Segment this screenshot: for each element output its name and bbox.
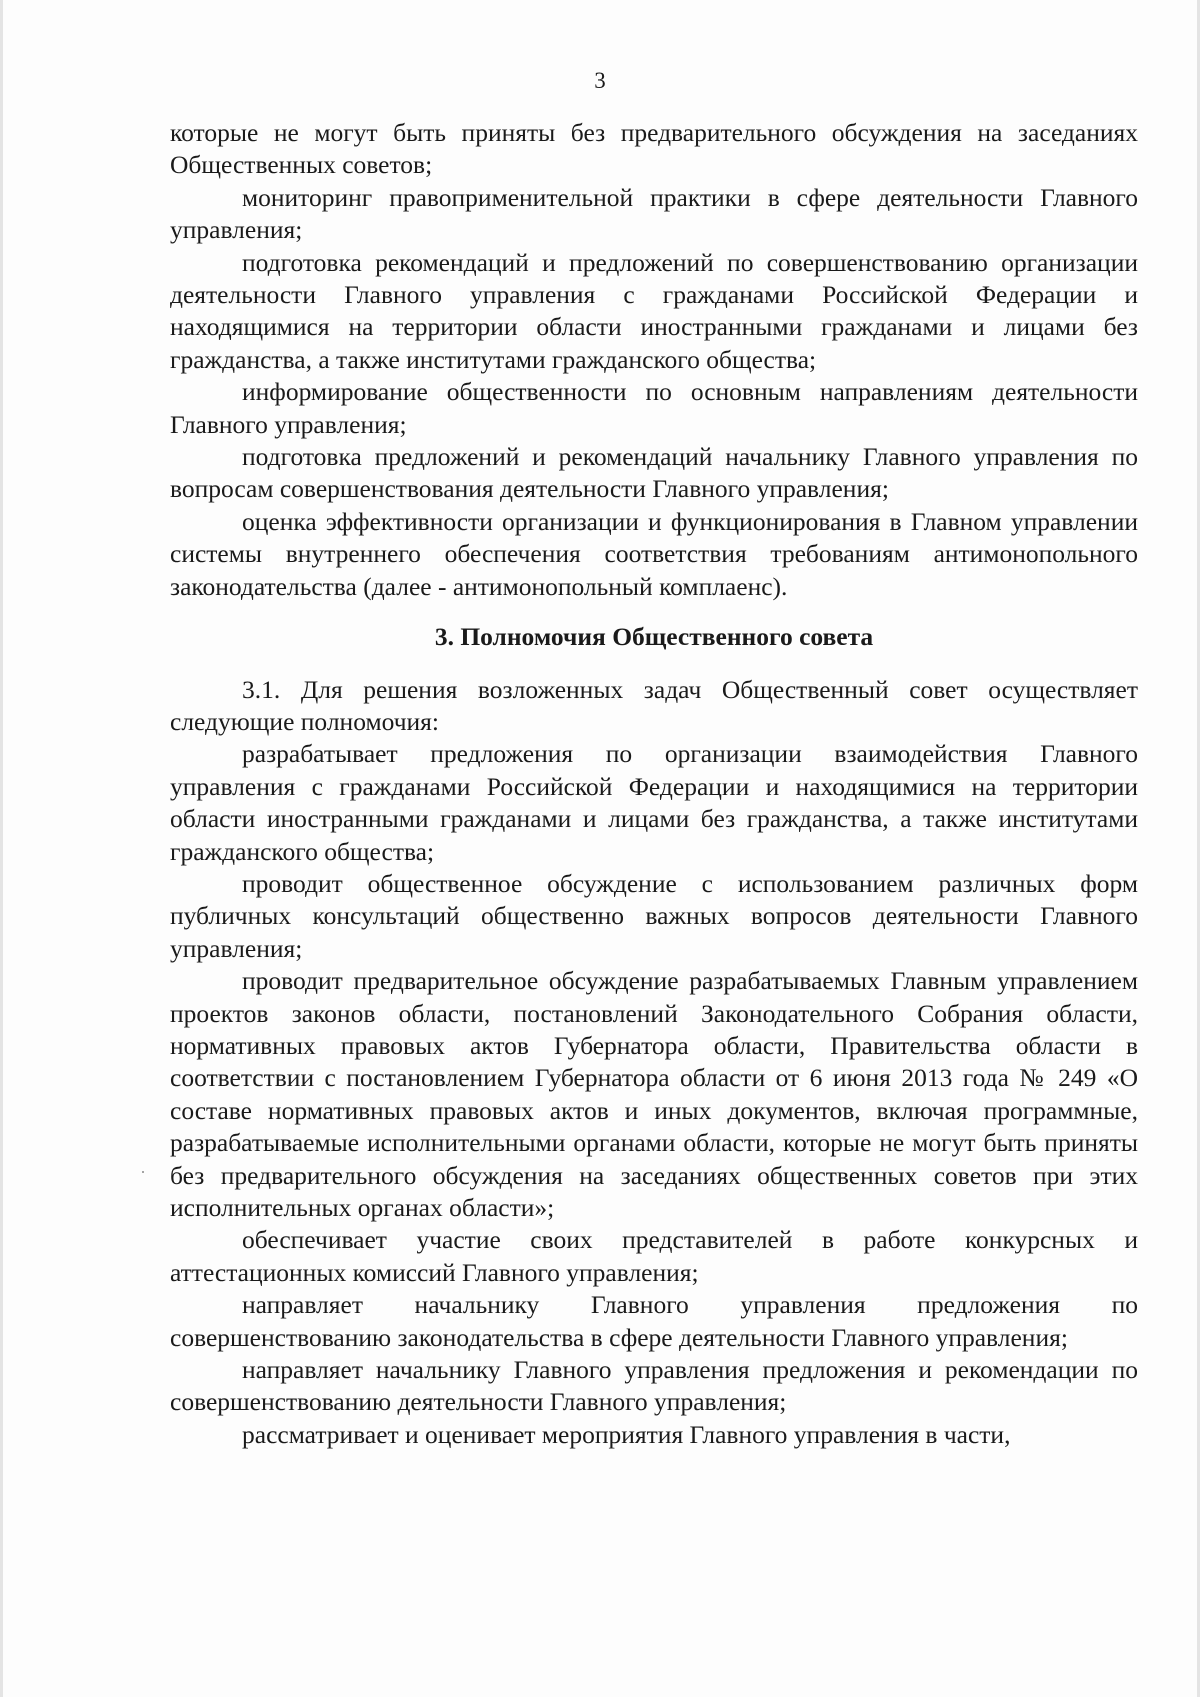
paragraph: направляет начальнику Главного управления предложения по совершенствованию законодательства в сфере деятельности Главного управления; (170, 1290, 1138, 1352)
scan-edge-left (0, 0, 3, 1697)
paragraph-group-before (170, 117, 1138, 603)
scan-speck (142, 1171, 144, 1173)
paragraph: мониторинг правоприменительной практики в сфере деятельности Главного управления; (170, 182, 1138, 245)
paragraph: проводит общественное обсуждение с использованием различных форм публичных консультаций общественно важных вопросов деятельности Главного управления; (170, 868, 1138, 963)
paragraph: направляет начальнику Главного управления предложения и рекомендации по совершенствованию деятельности Главного управления; (170, 1355, 1138, 1417)
section-heading: 3. Полномочия Общественного совета (434, 622, 874, 652)
paragraph: которые не могут быть приняты без предварительного обсуждения на заседаниях Общественных советов; (170, 118, 1138, 180)
paragraph: подготовка предложений и рекомендаций начальнику Главного управления по вопросам совершенствования деятельности Главного управления; (170, 442, 1138, 504)
paragraph: разрабатывает предложения по организации взаимодействия Главного управления с гражданами Российской Федерации и находящимися на территории области иностранными гражданами и лицами без гражданства, а также институтами гражданского общества; (170, 739, 1138, 866)
paragraph: подготовка рекомендаций и предложений по совершенствованию организации деятельности Главного управления с гражданами Российской Федерации и находящимися на территории области иностранными гражданами и лицами без гражданства, а также институтами гражданского общества; (170, 247, 1138, 374)
paragraph: оценка эффективности организации и функционирования в Главном управлении системы внутреннего обеспечения соответствия требованиям антимонопольного законодательства (далее - антимонопольный комплаенс). (170, 506, 1138, 601)
paragraph: информирование общественности по основным направлениям деятельности Главного управления; (170, 377, 1138, 439)
paragraph-group-after (170, 674, 1138, 1452)
page-number: 3 (594, 68, 606, 93)
paragraph: проводит предварительное обсуждение разрабатываемых Главным управлением проектов законов области, постановлений Законодательного Собрания области, нормативных правовых актов Губернатора области, Правительства области в соответствии с постановлением Губернатора области от 6 июня 2013 года № 249 «О составе нормативных правовых актов и иных документов, включая программные, разрабатываемые исполнительными органами области, которые не могут быть приняты без предварительного обсуждения на заседаниях общественных советов при этих исполнительных органах области»; (170, 966, 1138, 1222)
paragraph: рассматривает и оценивает мероприятия Главного управления в части, (242, 1419, 1011, 1449)
paragraph: 3.1. Для решения возложенных задач Общественный совет осуществляет следующие полномочия: (170, 674, 1138, 736)
document-body (170, 117, 1138, 1451)
paragraph: обеспечивает участие своих представителей в работе конкурсных и аттестационных комиссий Главного управления; (170, 1225, 1138, 1287)
